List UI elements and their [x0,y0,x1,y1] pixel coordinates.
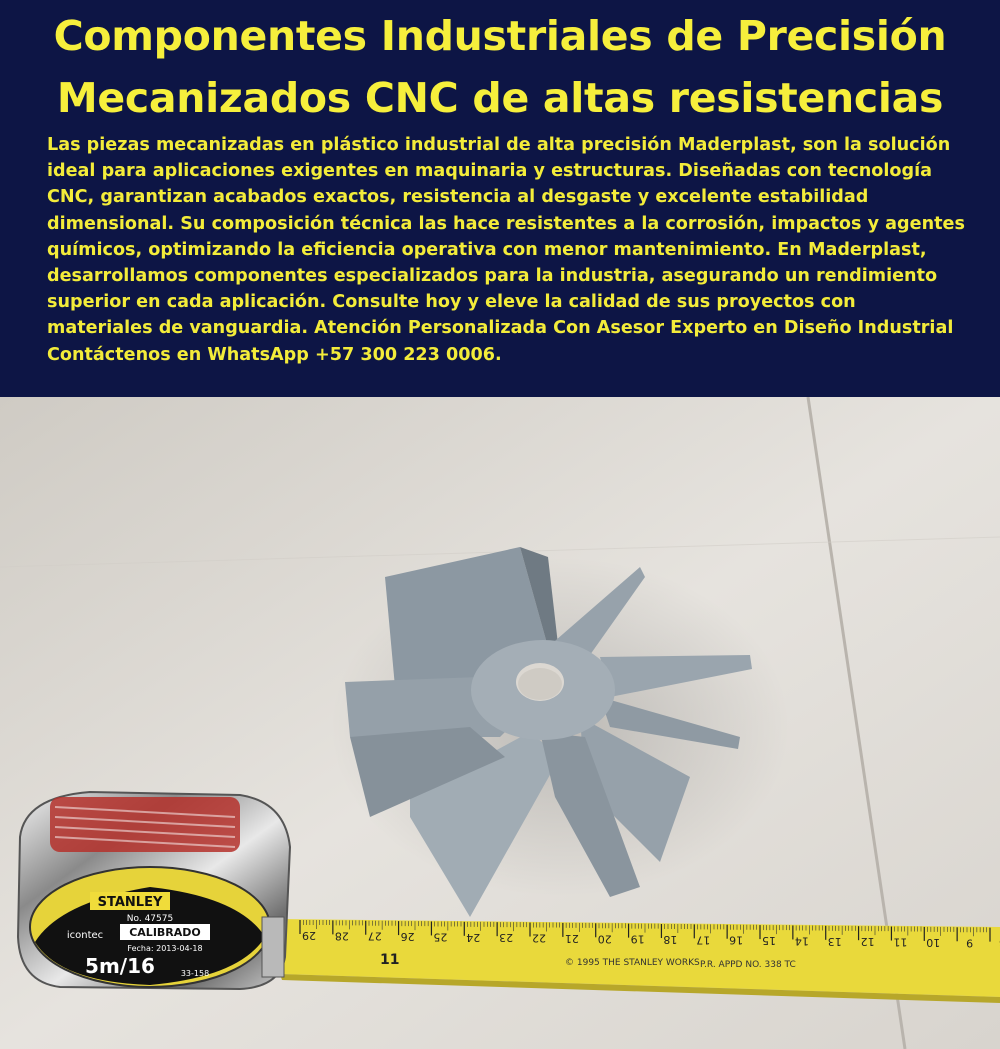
description-line: CNC, garantizan acabados exactos, resistencia al desgaste y excelente estabilidad [47,187,869,208]
tape-cm-label: 17 [696,933,711,947]
model-number: No. 47575 [126,914,174,924]
description-line: materiales de vanguardia. Atención Personalizada Con Asesor Experto en Diseño Industrial [47,318,954,339]
tape-cm-label: 13 [827,934,842,948]
description-paragraph [47,132,992,368]
product-photo-svg [0,397,1000,1049]
product-photo [0,397,1000,1049]
header-banner [0,0,1000,397]
tape-cm-label: 25 [433,930,448,944]
tape-inch-label: 11 [380,952,400,968]
tape-blade-text-2: P.R. APPD NO. 338 TC [700,960,796,970]
tape-cm-label: 12 [860,935,875,949]
tape-cm-label: 26 [400,930,415,944]
description-line: ideal para aplicaciones exigentes en maquinaria y estructuras. Diseñadas con tecnología [47,161,932,182]
description-line: Contáctenos en WhatsApp +57 300 223 0006. [47,344,502,365]
description-line: desarrollamos componentes especializados para la industria, asegurando un rendimiento [47,266,938,287]
tape-cm-label: 23 [499,931,514,945]
tape-cm-label: 16 [729,933,744,947]
tape-cm-label: 15 [762,934,776,948]
tape-cm-label: 22 [532,931,546,945]
tape-cm-label: 14 [794,934,809,948]
tape-cm-label: 19 [630,932,645,946]
headline-line-1: Componentes Industriales de Precisión [53,12,947,60]
certifier-label: icontec [66,930,104,941]
description-line: dimensional. Su composición técnica las hace resistentes a la corrosión, impactos y agentes [47,213,965,234]
tape-cm-label: 27 [367,929,382,943]
description-line: químicos, optimizando la eficiencia operativa con menor mantenimiento. En Maderplast, [47,239,927,260]
calibration-label: CALIBRADO [129,926,201,939]
description-line: Las piezas mecanizadas en plástico industrial de alta precisión Maderplast, son la solución [47,135,951,155]
tape-blade-text: © 1995 THE STANLEY WORKS [565,958,700,968]
tape-cm-label: 11 [893,935,908,949]
description-line: superior en cada aplicación. Consulte hoy y eleve la calidad de sus proyectos con [47,292,856,313]
brand-label: STANLEY [97,895,163,910]
tape-cm-label: 29 [302,929,316,942]
tape-cm-label: 20 [597,932,612,946]
tape-cm-label: 10 [926,935,941,949]
tape-cm-label: 21 [564,931,579,945]
size-label: 5m/16 [85,954,155,978]
tape-measure [18,792,290,989]
part-code: 33-158 [180,969,210,978]
tape-cm-label: 28 [334,929,349,943]
tape-cm-label: 18 [663,933,678,946]
tape-cm-label: 24 [466,930,481,944]
tape-cm-label: 9 [966,936,974,950]
calibration-date: Fecha: 2013-04-18 [127,944,203,953]
headline-line-2: Mecanizados CNC de altas resistencias [56,74,944,122]
